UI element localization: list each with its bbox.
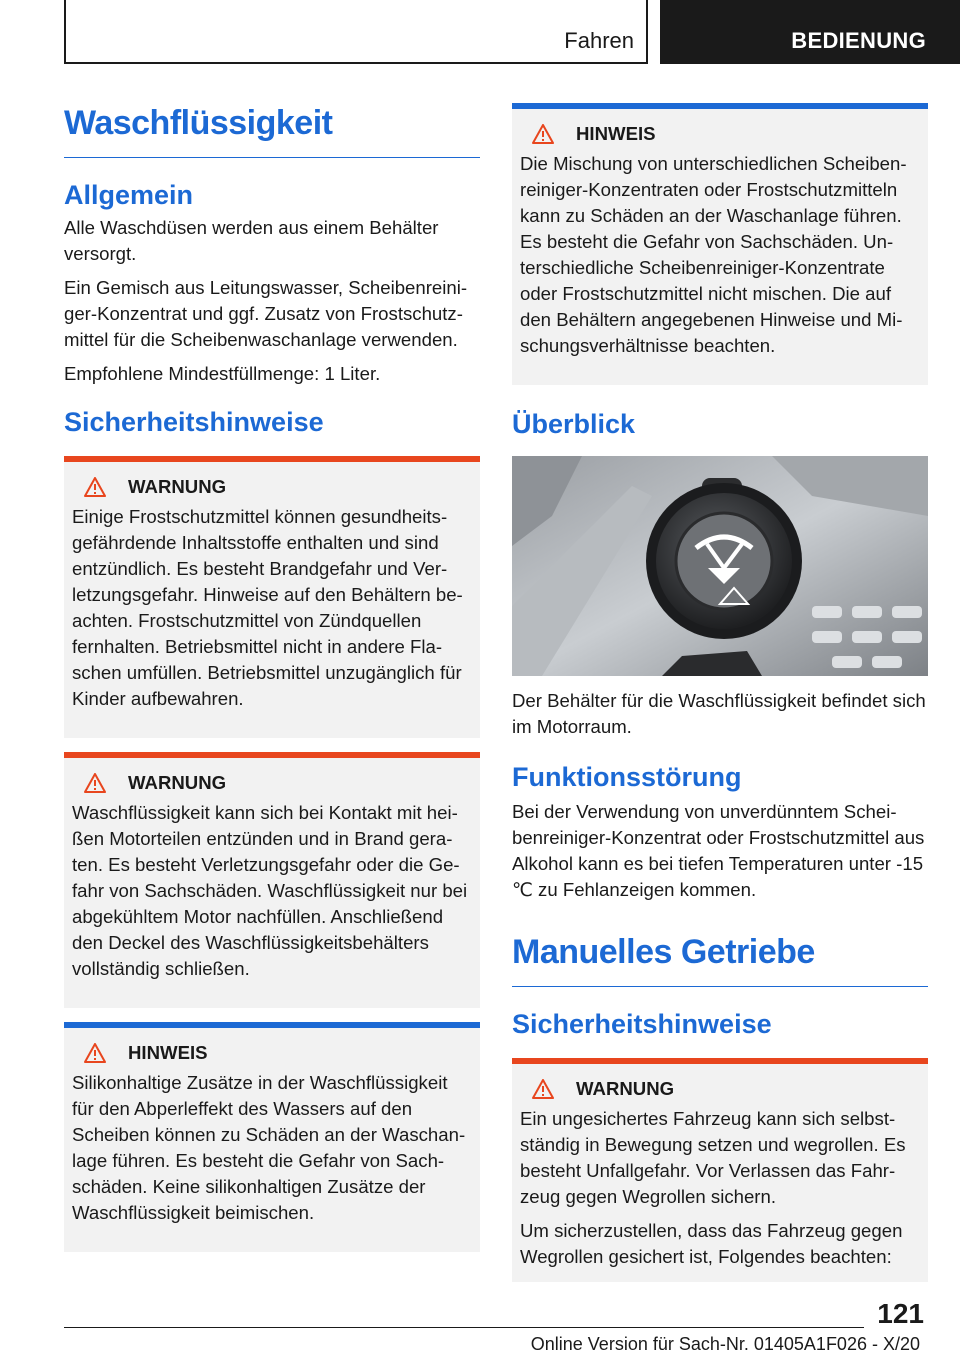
notice-title: HINWEIS xyxy=(576,123,656,144)
warning-text-frostschutz: Einige Frostschutzmittel können gesundheitsgefährdende Inhaltsstoffe enthalten und sind entzündlich. Es besteht Brandgefahr und Verletzungsgefahr. Hinweise auf den Behältern beachten. Frostschutzmittel von Zündquellen fernhalten. Betriebsmittel nicht in andere Flaschen umfüllen. Betriebsmittel unzugänglich für Kinder aufbewahren. xyxy=(72,506,463,709)
page-number: 121 xyxy=(877,1298,924,1329)
heading-ueberblick: Überblick xyxy=(512,409,636,439)
warning-text-motorteile: Waschflüssigkeit kann sich bei Kontakt mit heißen Motorteilen entzünden und in Brand geraten. Es besteht Verletzungsgefahr oder die Gefahr von Sachschäden. Waschflüssigkeit nur bei abgekühltem Motor nachfüllen. Anschließend den Deckel des Waschflüssigkeitsbehälters vollständig schließen. xyxy=(72,802,468,979)
section-title-manuelles-getriebe: Manuelles Getriebe xyxy=(512,929,928,987)
warning-triangle-icon xyxy=(84,477,106,497)
warning-title-row xyxy=(520,1078,920,1100)
heading-funktionsstoerung: Funktionsstörung xyxy=(512,762,742,792)
washer-reservoir-cap-photo xyxy=(512,456,928,676)
warning-box-wegrollen xyxy=(512,1058,928,1282)
heading-allgemein: Allgemein xyxy=(64,180,194,210)
warning-box-motorteile xyxy=(64,752,480,1008)
warning-box-frostschutz xyxy=(64,456,480,738)
warning-title-row xyxy=(72,772,472,794)
footer-online-version: Online Version für Sach-Nr. 01405A1F026 - X/20 xyxy=(530,1334,920,1354)
notice-text-mischung: Die Mischung von unterschiedlichen Scheibenreiniger-Konzentraten oder Frostschutzmitteln kann zu Schäden an der Waschanlage führen. Es besteht die Gefahr von Sachschäden. Unterschiedliche Scheibenreiniger-Konzentrate oder Frostschutzmittel nicht mischen. Die auf den Behältern angegebenen Hinweise und Mischungsverhältnisse beachten. xyxy=(520,153,907,356)
footer-divider xyxy=(64,1327,864,1328)
warning-triangle-icon xyxy=(84,773,106,793)
notice-title-row xyxy=(72,1042,472,1064)
warning-title: WARNUNG xyxy=(128,772,227,793)
left-column xyxy=(64,100,480,1252)
notice-text-silikon: Silikonhaltige Zusätze in der Waschflüssigkeit für den Abperleffekt des Wassers auf den Scheiben können zu Schäden an der Waschanlage führen. Es besteht die Gefahr von Sachschäden. Keine silikonhaltigen Zusätze der Waschflüssigkeit beimischen. xyxy=(72,1072,466,1223)
caption-ueberblick: Der Behälter für die Waschflüssigkeit befindet sich im Motorraum. xyxy=(512,690,926,737)
warning-triangle-icon xyxy=(532,1079,554,1099)
warning-title: WARNUNG xyxy=(128,476,227,497)
notice-title: HINWEIS xyxy=(128,1042,208,1063)
warning-triangle-icon xyxy=(532,124,554,144)
warning-title: WARNUNG xyxy=(576,1078,675,1099)
notice-box-mischung xyxy=(512,103,928,385)
header-section-box xyxy=(64,0,648,64)
header-chapter-label: BEDIENUNG xyxy=(791,28,926,53)
paragraph-funktionsstoerung: Bei der Verwendung von unverdünntem Scheibenreiniger-Konzentrat oder Frostschutzmittel aus Alkohol kann es bei tiefen Temperaturen unter -15 ℃ zu Fehlanzeigen kommen. xyxy=(512,801,925,900)
warning-text-wegrollen-1: Ein ungesichertes Fahrzeug kann sich selbstständig in Bewegung setzen und wegrollen. Es besteht Unfallgefahr. Vor Verlassen das Fahrzeug gegen Wegrollen sichern. xyxy=(520,1108,906,1207)
warning-triangle-icon xyxy=(84,1043,106,1063)
paragraph-allgemein-2: Ein Gemisch aus Leitungswasser, Scheibenreiniger-Konzentrat und ggf. Zusatz von Frostschutzmittel für die Scheibenwaschanlage verwenden. xyxy=(64,277,468,350)
section-title-waschfluessigkeit: Waschflüssigkeit xyxy=(64,100,480,158)
heading-sicherheitshinweise: Sicherheitshinweise xyxy=(64,407,324,437)
notice-title-row xyxy=(520,123,920,145)
header-section-label: Fahren xyxy=(564,28,634,53)
paragraph-allgemein-1: Alle Waschdüsen werden aus einem Behälter versorgt. xyxy=(64,217,439,264)
header-chapter-box xyxy=(660,0,960,64)
right-column xyxy=(512,103,928,1282)
warning-text-wegrollen-2: Um sicherzustellen, dass das Fahrzeug gegen Wegrollen gesichert ist, Folgendes beachten: xyxy=(520,1220,903,1267)
notice-box-silikon xyxy=(64,1022,480,1252)
heading-getriebe-sicherheitshinweise: Sicherheitshinweise xyxy=(512,1009,772,1039)
paragraph-allgemein-3: Empfohlene Mindestfüllmenge: 1 Liter. xyxy=(64,363,381,384)
warning-title-row xyxy=(72,476,472,498)
